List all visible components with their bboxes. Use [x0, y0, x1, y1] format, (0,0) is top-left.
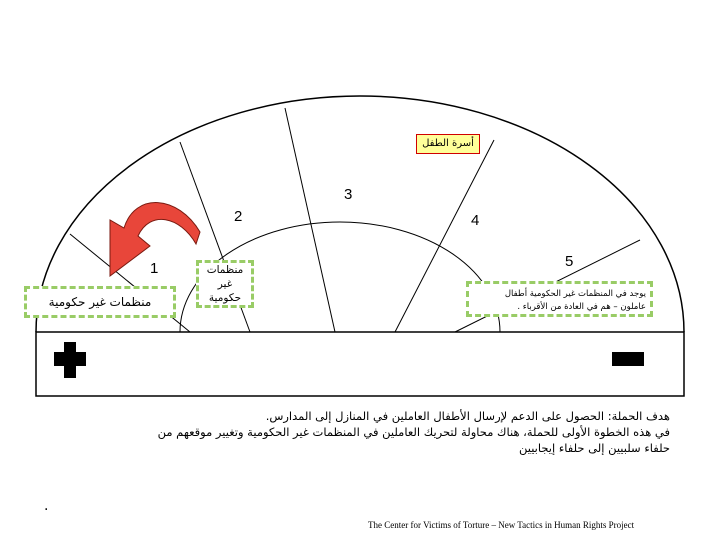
note-line: يوجد في المنظمات غير الحكومية أطفال [504, 289, 646, 299]
ngo-label [196, 260, 254, 308]
description-line: في هذه الخطوة الأولى للحملة، هناك محاولة لتحريك العاملين في المنظمات غير الحكومية وتغيير موقعهم من [157, 425, 670, 439]
number-4: 4 [471, 212, 480, 229]
minus-icon [612, 352, 644, 366]
divider-line [285, 108, 335, 332]
number-2: 2 [234, 208, 243, 225]
number-5: 5 [565, 253, 574, 270]
description-line: هدف الحملة: الحصول على الدعم لإرسال الأطفال العاملين في المنازل إلى المدارس. [265, 409, 670, 423]
number-3: 3 [344, 186, 353, 203]
ngo-label-line: حكومية [208, 292, 242, 304]
credit-line: The Center for Victims of Torture – New Tactics in Human Rights Project [368, 520, 635, 530]
description-line: حلفاء سلبيين إلى حلفاء إيجابيين [518, 441, 670, 455]
ngo-children-note [466, 281, 653, 317]
ngo-left-label: منظمات غير حكومية [24, 286, 176, 318]
child-family-label: أسرة الطفل [416, 134, 480, 154]
note-line: عاملون – هم في العادة من الأقرباء . [517, 302, 646, 312]
campaign-description [50, 408, 670, 456]
number-1: 1 [150, 260, 159, 277]
ngo-label-line: غير [217, 278, 233, 290]
ngo-label-line: منظمات [206, 264, 244, 276]
bullet-dot: . [44, 498, 49, 514]
spectrum-bar [36, 332, 684, 396]
